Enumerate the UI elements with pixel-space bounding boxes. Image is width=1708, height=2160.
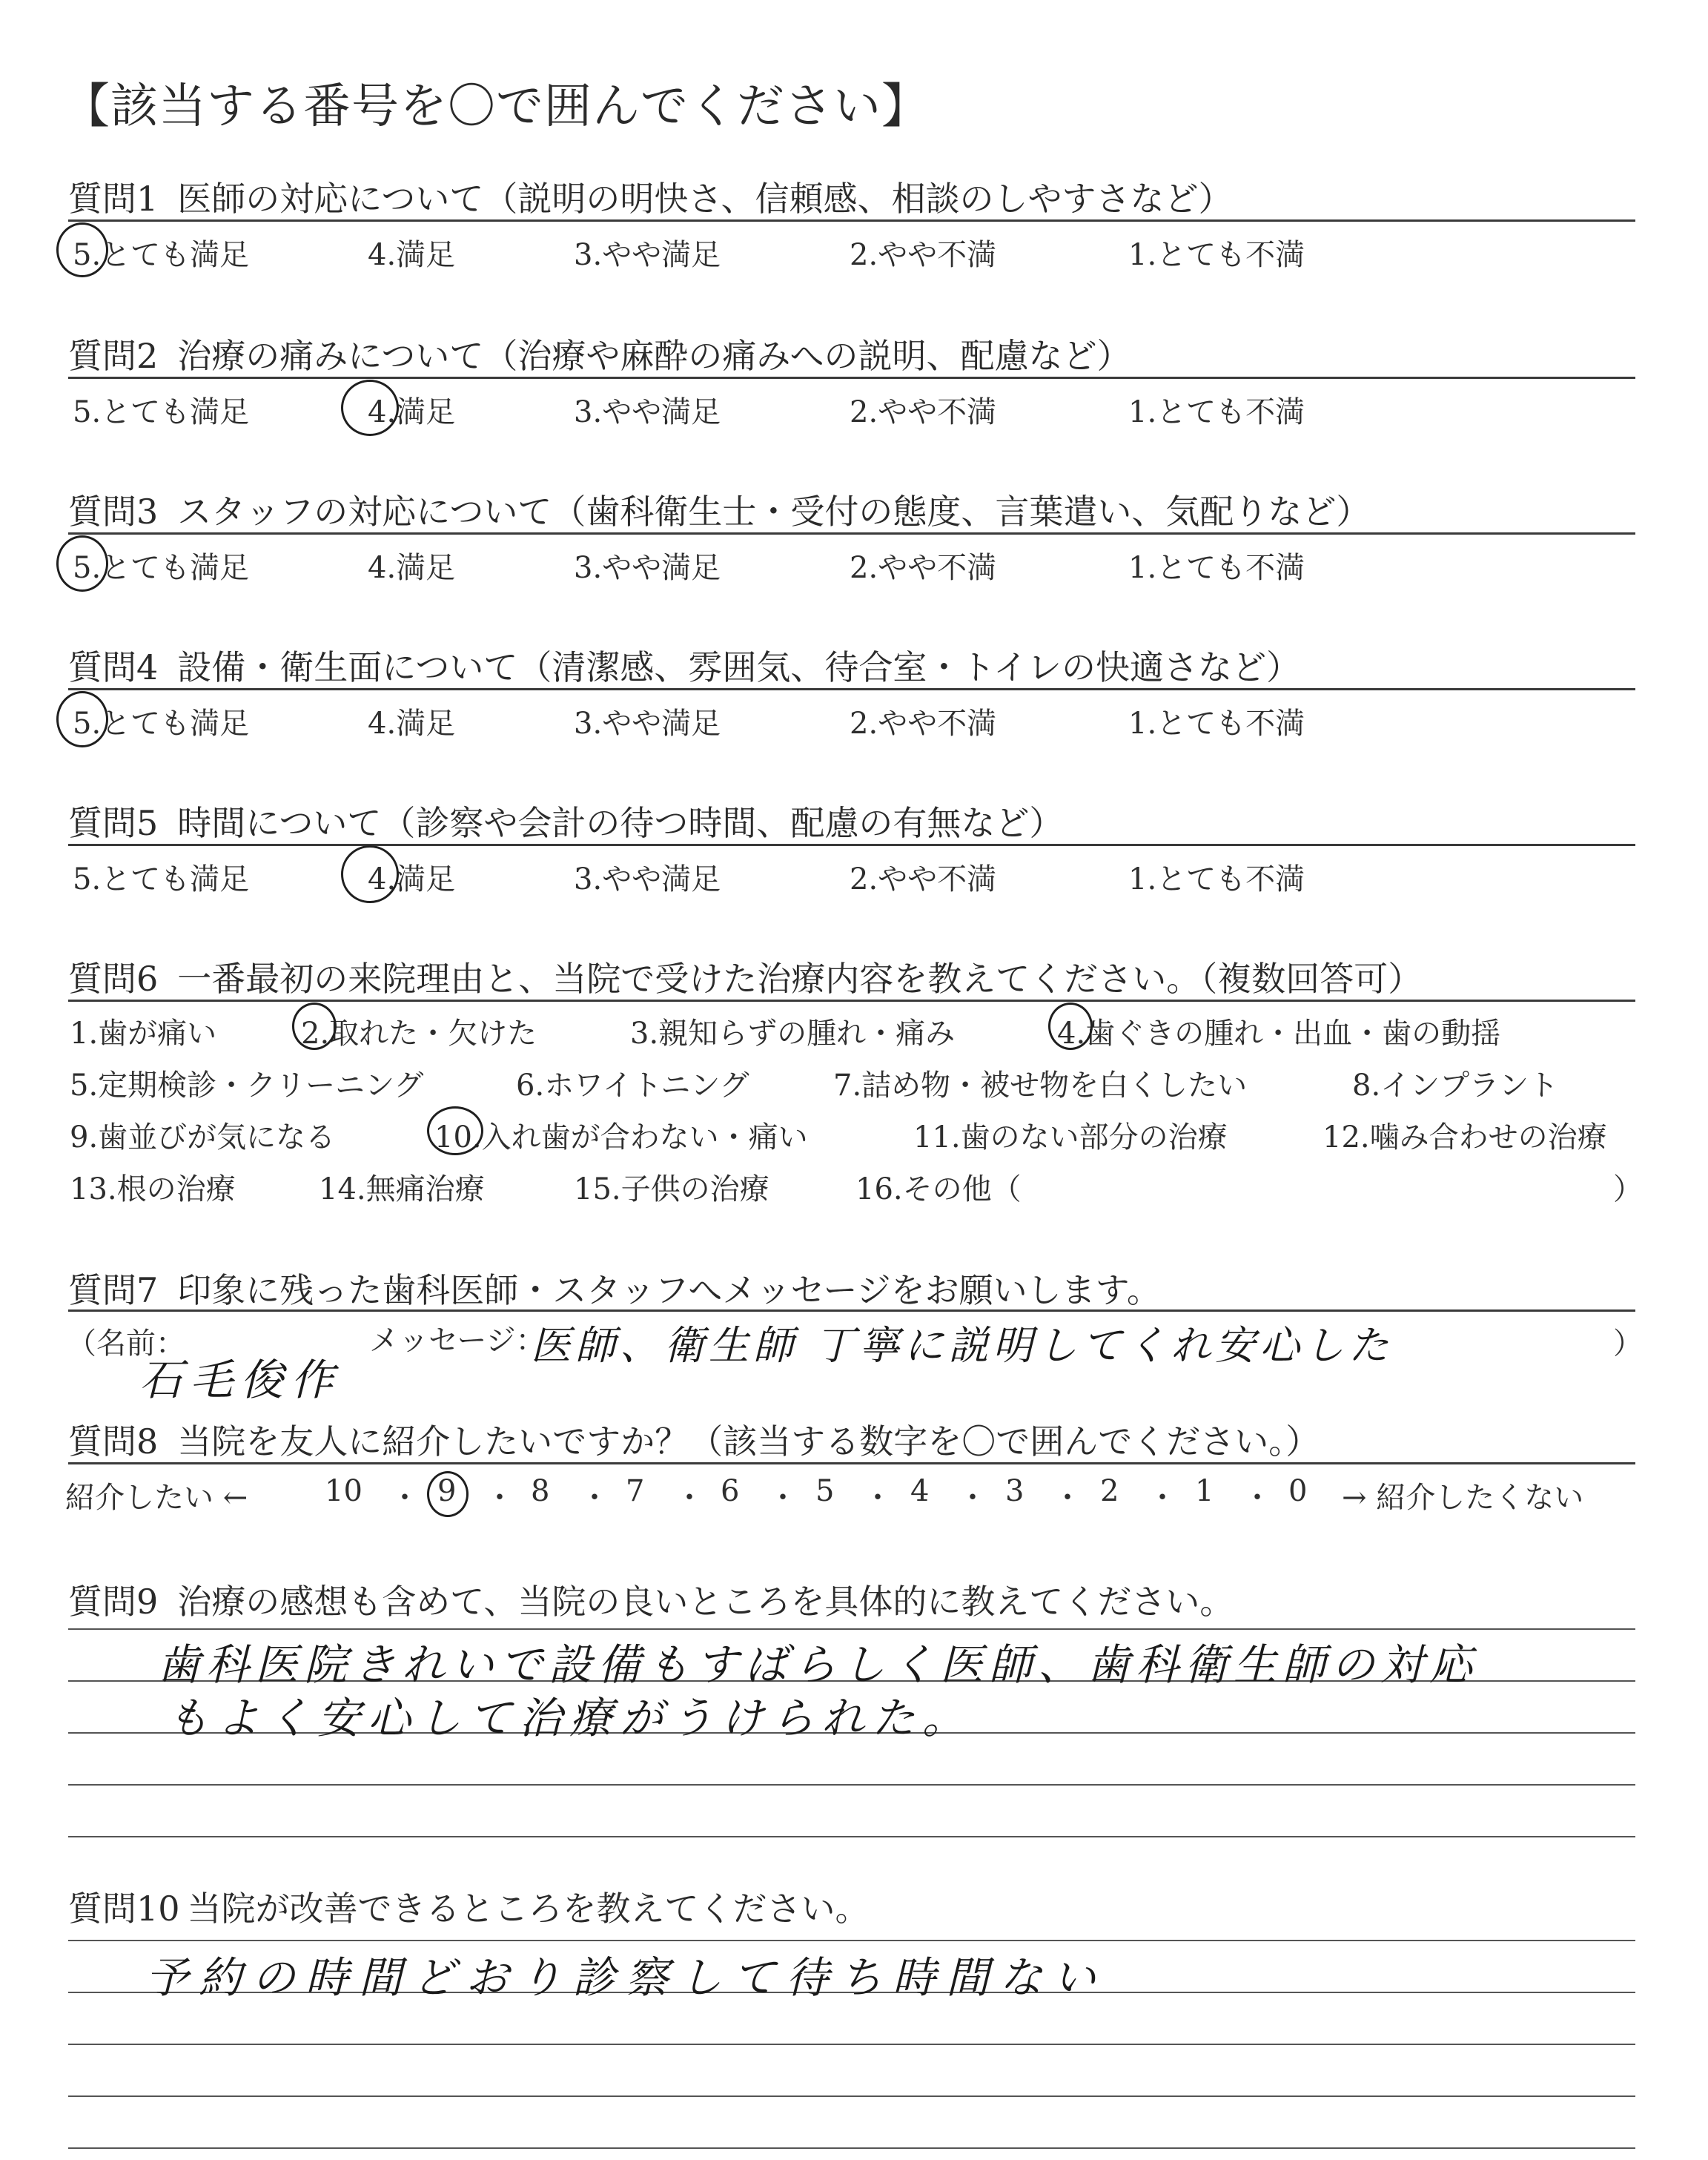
q7-message-label: メッセージ：	[369, 1324, 546, 1358]
q8-separator: ・	[580, 1481, 609, 1515]
question-8-heading	[68, 1415, 1320, 1464]
question-10-text: 当院が改善できるところを教えてください。	[187, 1889, 870, 1929]
q6-option-7[interactable]: 7.詰め物・被せ物を白くしたい	[833, 1069, 1248, 1103]
q5-option-1[interactable]: 1.とても不満	[1128, 862, 1305, 896]
question-2-rule	[68, 377, 1635, 379]
q3-option-4[interactable]: 4.満足	[368, 551, 456, 585]
q6-option-6[interactable]: 6.ホワイトニング	[516, 1069, 749, 1103]
question-9-heading	[68, 1575, 1234, 1624]
question-5-heading	[68, 796, 1063, 845]
question-3-heading	[68, 485, 1370, 534]
question-8-rule	[68, 1462, 1635, 1464]
q6-selection-circle-10	[427, 1106, 483, 1155]
q3-option-2[interactable]: 2.やや不満	[850, 551, 997, 585]
q6-option-5[interactable]: 5.定期検診・クリーニング	[70, 1069, 424, 1103]
q8-selection-circle	[427, 1471, 469, 1517]
q4-option-1[interactable]: 1.とても不満	[1128, 707, 1305, 741]
q6-option-9[interactable]: 9.歯並びが気になる	[70, 1120, 336, 1155]
q6-selection-circle-2	[292, 1003, 337, 1050]
q1-option-5[interactable]: 5.とても満足	[73, 238, 250, 272]
q8-scale-10[interactable]: 10	[325, 1474, 363, 1508]
q1-selection-circle	[56, 222, 108, 277]
question-10-label: 質問10	[68, 1889, 180, 1929]
q3-selection-circle	[56, 535, 108, 592]
question-10-heading	[68, 1882, 870, 1931]
form-title: 【該当する番号を〇で囲んでください】	[62, 79, 930, 134]
q8-scale-6[interactable]: 6	[721, 1474, 740, 1508]
question-1-text: 医師の対応について（説明の明快さ、信頼感、相談のしやすさなど）	[177, 179, 1233, 219]
question-7-text: 印象に残った歯科医師・スタッフへメッセージをお願いします。	[177, 1270, 1161, 1310]
question-5-text: 時間について（診察や会計の待つ時間、配慮の有無など）	[177, 803, 1064, 843]
q7-name-label: （名前：	[67, 1327, 185, 1361]
q8-scale-8[interactable]: 8	[531, 1474, 550, 1508]
question-9-text: 治療の感想も含めて、当院の良いところを具体的に教えてください。	[177, 1582, 1234, 1622]
q10-writing-line	[68, 2044, 1635, 2045]
q8-scale-7[interactable]: 7	[626, 1474, 645, 1508]
question-4-heading	[68, 641, 1300, 690]
q1-option-3[interactable]: 3.やや満足	[574, 238, 721, 272]
question-1-rule	[68, 219, 1635, 222]
q10-writing-line	[68, 2095, 1635, 2097]
q6-option-2[interactable]: 2.取れた・欠けた	[301, 1017, 537, 1051]
q8-right-label: → 紹介したくない	[1342, 1481, 1584, 1515]
q5-option-5[interactable]: 5.とても満足	[73, 862, 250, 896]
q8-separator: ・	[390, 1481, 420, 1515]
q8-scale-3[interactable]: 3	[1005, 1474, 1025, 1508]
q9-handwritten-line-1[interactable]: 歯科医院きれいで設備もすばらしく医師、歯科衛生師の対応	[157, 1639, 1479, 1690]
question-9-label: 質問9	[68, 1582, 159, 1622]
q6-option-10[interactable]: 10.入れ歯が合わない・痛い	[434, 1120, 808, 1155]
question-6-label: 質問6	[68, 959, 159, 999]
q7-handwritten-name[interactable]: 石毛俊作	[139, 1355, 342, 1405]
question-5-label: 質問5	[68, 803, 159, 843]
question-4-label: 質問4	[68, 647, 159, 687]
q8-separator: ・	[958, 1481, 987, 1515]
q8-left-label: 紹介したい ←	[65, 1481, 248, 1515]
q7-handwritten-message[interactable]: 医師、衛生師 丁寧に説明してくれ安心した	[531, 1322, 1394, 1369]
q1-option-1[interactable]: 1.とても不満	[1128, 238, 1305, 272]
q10-writing-line	[68, 2147, 1635, 2149]
question-4-text: 設備・衛生面について（清潔感、雰囲気、待合室・トイレの快適さなど）	[177, 647, 1301, 687]
q2-option-2[interactable]: 2.やや不満	[850, 395, 997, 429]
q2-option-1[interactable]: 1.とても不満	[1128, 395, 1305, 429]
q5-selection-circle	[341, 845, 399, 903]
q8-scale-5[interactable]: 5	[815, 1474, 835, 1508]
q1-option-4[interactable]: 4.満足	[368, 238, 456, 272]
q6-option-3[interactable]: 3.親知らずの腫れ・痛み	[630, 1017, 956, 1051]
q6-option-4[interactable]: 4.歯ぐきの腫れ・出血・歯の動揺	[1057, 1017, 1501, 1051]
q5-option-3[interactable]: 3.やや満足	[574, 862, 721, 896]
q8-separator: ・	[1053, 1481, 1082, 1515]
q6-option-11[interactable]: 11.歯のない部分の治療	[913, 1120, 1228, 1155]
q3-option-1[interactable]: 1.とても不満	[1128, 551, 1305, 585]
q9-writing-line	[68, 1836, 1635, 1837]
q6-option-1[interactable]: 1.歯が痛い	[70, 1017, 217, 1051]
question-7-label: 質問7	[68, 1270, 159, 1310]
q6-selection-circle-4	[1048, 1003, 1093, 1050]
q2-selection-circle	[341, 380, 399, 436]
q8-separator: ・	[675, 1481, 704, 1515]
q10-handwritten-line-1[interactable]: 予約の時間どおり診察して待ち時間ない	[145, 1952, 1107, 2003]
q4-option-4[interactable]: 4.満足	[368, 707, 456, 741]
q8-scale-9[interactable]: 9	[437, 1474, 457, 1508]
q6-option-13[interactable]: 13.根の治療	[70, 1172, 236, 1206]
q8-scale-2[interactable]: 2	[1100, 1474, 1119, 1508]
question-5-rule	[68, 844, 1635, 846]
question-2-text: 治療の痛みについて（治療や麻酔の痛みへの説明、配慮など）	[177, 336, 1131, 376]
q1-option-2[interactable]: 2.やや不満	[850, 238, 997, 272]
q10-writing-line	[68, 1940, 1635, 1941]
q8-separator: ・	[485, 1481, 514, 1515]
question-3-rule	[68, 532, 1635, 535]
question-8-label: 質問8	[68, 1421, 159, 1462]
q6-other-close-paren: ）	[1613, 1172, 1643, 1206]
question-7-rule	[68, 1309, 1635, 1312]
question-2-label: 質問2	[68, 336, 159, 376]
q8-scale-4[interactable]: 4	[910, 1474, 930, 1508]
q6-option-15[interactable]: 15.子供の治療	[574, 1172, 769, 1206]
q8-scale-1[interactable]: 1	[1195, 1474, 1214, 1508]
q3-option-5[interactable]: 5.とても満足	[73, 551, 250, 585]
q7-close-paren: ）	[1613, 1327, 1643, 1361]
question-6-text: 一番最初の来院理由と、当院で受けた治療内容を教えてください。（複数回答可）	[177, 959, 1423, 999]
question-1-heading	[68, 172, 1233, 221]
q5-option-2[interactable]: 2.やや不満	[850, 862, 997, 896]
q2-option-5[interactable]: 5.とても満足	[73, 395, 250, 429]
q3-option-3[interactable]: 3.やや満足	[574, 551, 721, 585]
q6-option-14[interactable]: 14.無痛治療	[319, 1172, 485, 1206]
q9-handwritten-line-2[interactable]: もよく安心して治療がうけられた。	[166, 1693, 973, 1743]
question-3-text: スタッフの対応について（歯科衛生士・受付の態度、言葉遣い、気配りなど）	[177, 492, 1371, 532]
question-1-label: 質問1	[68, 179, 159, 219]
q4-option-2[interactable]: 2.やや不満	[850, 707, 997, 741]
q5-option-4[interactable]: 4.満足	[368, 862, 456, 896]
q8-separator: ・	[1148, 1481, 1177, 1515]
q6-option-8[interactable]: 8.インプラント	[1352, 1069, 1559, 1103]
question-4-rule	[68, 688, 1635, 690]
q9-writing-line	[68, 1784, 1635, 1786]
q2-option-3[interactable]: 3.やや満足	[574, 395, 721, 429]
q8-scale-0[interactable]: 0	[1288, 1474, 1308, 1508]
q4-option-3[interactable]: 3.やや満足	[574, 707, 721, 741]
q6-option-12[interactable]: 12.噛み合わせの治療	[1323, 1120, 1607, 1155]
question-2-heading	[68, 329, 1131, 378]
q8-separator: ・	[768, 1481, 798, 1515]
q4-option-5[interactable]: 5.とても満足	[73, 707, 250, 741]
question-7-heading	[68, 1264, 1161, 1312]
question-3-label: 質問3	[68, 492, 159, 532]
question-8-text: 当院を友人に紹介したいですか？（該当する数字を〇で囲んでください。）	[177, 1421, 1320, 1462]
q4-selection-circle	[56, 691, 108, 747]
q6-option-16[interactable]: 16.その他（	[855, 1172, 1022, 1206]
question-6-rule	[68, 1000, 1635, 1002]
q2-option-4[interactable]: 4.満足	[368, 395, 456, 429]
question-6-heading	[68, 952, 1422, 1001]
q8-separator: ・	[1242, 1481, 1272, 1515]
q8-separator: ・	[863, 1481, 893, 1515]
